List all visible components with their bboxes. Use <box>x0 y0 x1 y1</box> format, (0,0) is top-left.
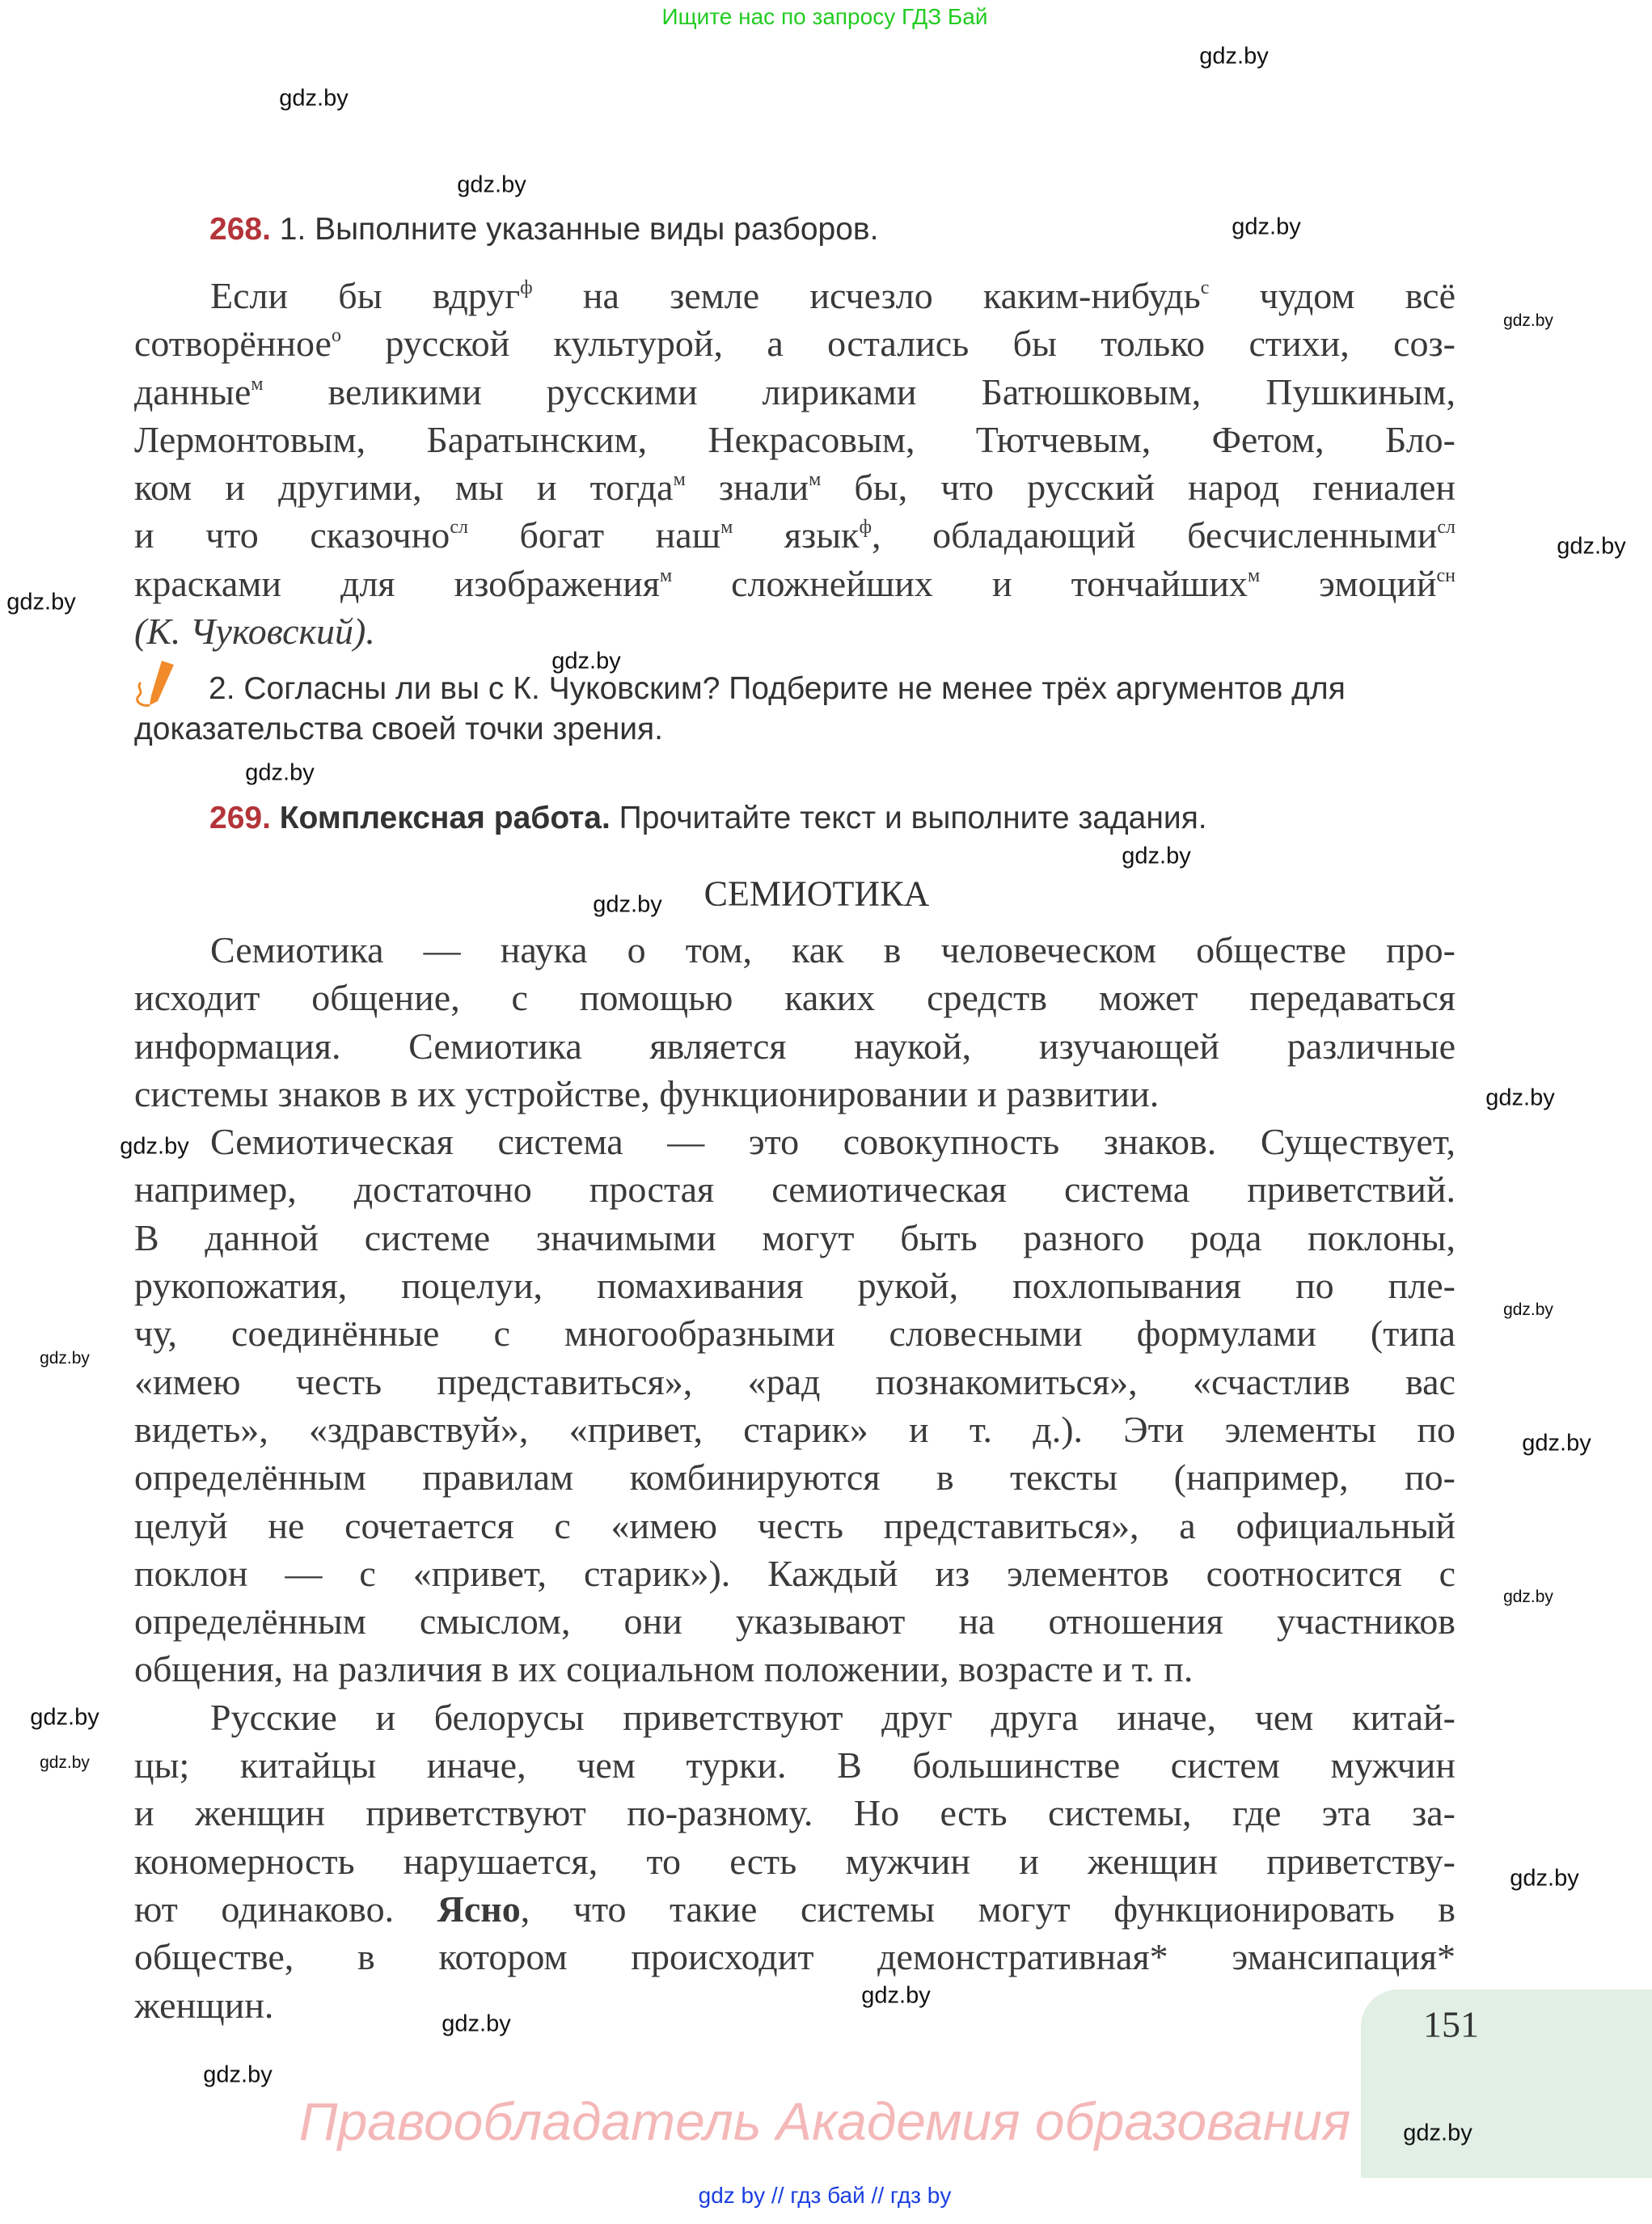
text-title: СЕМИОТИКА <box>703 873 930 914</box>
morpheme-mark: сл <box>450 517 468 539</box>
text-segment: бы, что русский народ гениален <box>821 467 1456 509</box>
text-segment: рукопожатия, поцелуи, помахивания рукой, похлопывания по пле- <box>134 1265 1456 1307</box>
morpheme-mark: м <box>1247 564 1261 586</box>
exercise-title: Комплексная работа. <box>279 801 611 835</box>
text-segment: (К. Чуковский). <box>134 611 375 653</box>
text-line <box>134 1693 1456 1741</box>
watermark: gdz.by <box>279 85 349 112</box>
text-line <box>134 1597 1456 1645</box>
text-segment: Если бы вдруг <box>210 275 521 316</box>
text-line <box>134 1741 1456 1789</box>
task-2-line-2: доказательства своей точки зрения. <box>134 712 663 746</box>
text-segment: например, достаточно простая семиотическая система приветствий. <box>134 1169 1456 1211</box>
text-segment: Русские и белорусы приветствуют друг друга иначе, чем китай- <box>210 1696 1456 1738</box>
morpheme-mark: сл <box>1437 517 1456 539</box>
text-line <box>134 1885 1456 1933</box>
text-line <box>134 416 1456 463</box>
watermark: gdz.by <box>442 2010 511 2037</box>
page-number-box <box>1361 1989 1652 2178</box>
text-line <box>134 1118 1456 1165</box>
watermark: gdz.by <box>1485 1085 1555 1111</box>
text-segment: ком и другими, мы и тогда <box>134 467 674 509</box>
text-segment: обществе, в котором происходит демонстративная* эмансипация* <box>134 1936 1456 1978</box>
morpheme-mark: ф <box>520 277 533 298</box>
text-line <box>134 926 1456 974</box>
text-line <box>134 511 1456 559</box>
text-line <box>134 319 1456 367</box>
pencil-icon <box>129 657 186 713</box>
text-segment: В данной системе значимыми могут быть разного рода поклоны, <box>134 1216 1456 1258</box>
morpheme-mark: м <box>809 469 822 491</box>
watermark: gdz.by <box>551 648 621 674</box>
text-segment: поклон — с «привет, старик»). Каждый из элементов соотносится с <box>134 1552 1456 1594</box>
watermark: gdz.by <box>1199 43 1269 70</box>
watermark: gdz.by <box>1503 311 1553 330</box>
text-segment: , что такие системы могут функционировать в <box>520 1888 1456 1930</box>
text-line <box>134 1550 1456 1597</box>
watermark: gdz.by <box>1232 214 1301 240</box>
exercise-task: Прочитайте текст и выполните задания. <box>610 801 1207 835</box>
text-segment: Ясно <box>437 1888 521 1930</box>
morpheme-mark: м <box>251 373 264 395</box>
watermark: gdz.by <box>245 759 315 786</box>
watermark: gdz.by <box>457 171 526 198</box>
text-line <box>134 1837 1456 1885</box>
morpheme-mark: с <box>1200 277 1210 298</box>
watermark: gdz.by <box>1122 843 1191 869</box>
text-segment: данные <box>134 370 251 412</box>
watermark: gdz.by <box>1522 1430 1591 1457</box>
text-line <box>134 1645 1456 1693</box>
text-segment: кономерность нарушается, то есть мужчин и женщин приветству- <box>134 1840 1456 1882</box>
watermark: gdz.by <box>120 1133 189 1160</box>
morpheme-mark: м <box>673 469 686 491</box>
text-segment: Семиотическая система — это совокупность знаков. Существует, <box>210 1121 1456 1163</box>
text-segment: «имею честь представиться», «рад познакомиться», «счастлив вас <box>134 1360 1456 1402</box>
exercise-269-header <box>209 801 1207 836</box>
watermark: gdz.by <box>1503 1588 1553 1606</box>
text-segment: чу, соединённые с многообразными словесными формулами (типа <box>134 1313 1456 1355</box>
text-line <box>134 1406 1456 1453</box>
text-line <box>134 1309 1456 1357</box>
text-segment: на земле исчезло каким-нибудь <box>532 275 1201 316</box>
watermark: gdz.by <box>6 589 76 615</box>
watermark: gdz.by <box>40 1349 90 1368</box>
search-hint: Ищите нас по запросу ГДЗ Бай <box>661 4 988 29</box>
watermark: gdz.by <box>1557 533 1626 560</box>
text-segment: целуй не сочетается с «имею честь представиться», а официальный <box>134 1504 1456 1546</box>
text-segment: и женщин приветствуют по-разному. Но есть системы, где эта за- <box>134 1792 1456 1834</box>
text-segment: Семиотика — наука о том, как в человеческом обществе про- <box>210 929 1456 970</box>
text-segment: и что сказочно <box>134 514 450 556</box>
text-segment: великими русскими лириками Батюшковым, Пушкиным, <box>263 370 1456 412</box>
text-segment: определённым правилам комбинируются в тексты (например, по- <box>134 1457 1456 1499</box>
text-segment: видеть», «здравствуй», «привет, старик» и т. д.). Эти элементы по <box>134 1408 1456 1450</box>
text-line <box>134 1933 1456 1981</box>
text-line <box>134 560 1456 607</box>
text-segment: информация. Семиотика является наукой, изучающей различные <box>134 1025 1456 1067</box>
exercise-task: 1. Выполните указанные виды разборов. <box>279 212 879 247</box>
text-line <box>134 272 1456 319</box>
exercise-number: 269. <box>209 801 271 835</box>
text-line <box>134 974 1456 1021</box>
semiotics-text <box>134 926 1456 2029</box>
text-line <box>134 1262 1456 1309</box>
text-line <box>134 1214 1456 1262</box>
watermark: gdz.by <box>40 1753 90 1772</box>
text-segment: сотворённое <box>134 323 332 365</box>
text-line <box>134 1022 1456 1070</box>
morpheme-mark: ф <box>859 517 872 539</box>
watermark: gdz.by <box>203 2061 273 2088</box>
text-segment: цы; китайцы иначе, чем турки. В большинстве систем мужчин <box>134 1744 1456 1786</box>
text-segment: определённым смыслом, они указывают на отношения участников <box>134 1600 1456 1643</box>
text-line <box>134 463 1456 511</box>
text-line <box>134 1453 1456 1501</box>
text-line <box>134 1165 1456 1213</box>
text-segment: женщин. <box>134 1984 274 2026</box>
morpheme-mark: м <box>720 517 733 539</box>
watermark: gdz.by <box>1510 1865 1579 1892</box>
text-segment: общения, на различия в их социальном положении, возрасте и т. п. <box>134 1648 1194 1690</box>
watermark: gdz.by <box>861 1982 931 2009</box>
watermark: gdz.by <box>593 891 662 918</box>
text-line <box>134 368 1456 416</box>
text-segment: русской культурой, а остались бы только стихи, соз- <box>340 323 1456 365</box>
text-segment: исходит общение, с помощью каких средств может передаваться <box>134 977 1456 1019</box>
text-segment: богат наш <box>467 514 721 556</box>
text-segment: язык <box>733 514 860 556</box>
text-segment: чудом всё <box>1209 275 1456 316</box>
page-number: 151 <box>1423 2003 1479 2045</box>
chukovsky-quote <box>134 272 1456 655</box>
footer-links[interactable]: gdz by // гдз бай // гдз by <box>698 2183 952 2208</box>
rights-holder-watermark: Правообладатель Академия образования <box>298 2091 1351 2151</box>
text-segment: эмоций <box>1260 562 1437 604</box>
text-line <box>134 1981 1456 2029</box>
watermark: gdz.by <box>30 1704 99 1731</box>
text-segment: системы знаков в их устройстве, функционировании и развитии. <box>134 1072 1160 1114</box>
text-segment: ют одинаково. <box>134 1888 437 1930</box>
text-segment: знали <box>685 467 809 509</box>
morpheme-mark: м <box>659 564 673 586</box>
exercise-268-header <box>209 212 878 247</box>
text-line <box>134 1502 1456 1550</box>
text-segment: красками для изображения <box>134 562 660 604</box>
text-segment: сложнейших и тончайших <box>672 562 1248 604</box>
watermark: gdz.by <box>1503 1300 1553 1319</box>
task-2-line-1: 2. Согласны ли вы с К. Чуковским? Подберите не менее трёх аргументов для <box>209 671 1346 706</box>
text-line <box>134 607 1456 655</box>
text-segment: Лермонтовым, Баратынским, Некрасовым, Тютчевым, Фетом, Бло- <box>134 418 1456 460</box>
watermark: gdz.by <box>1403 2120 1472 2146</box>
text-line <box>134 1789 1456 1837</box>
morpheme-mark: сн <box>1436 564 1456 586</box>
text-line <box>134 1358 1456 1406</box>
morpheme-mark: о <box>331 325 341 347</box>
text-line <box>134 1070 1456 1118</box>
text-segment: , обладающий бесчисленными <box>872 514 1438 556</box>
exercise-number: 268. <box>209 212 271 247</box>
